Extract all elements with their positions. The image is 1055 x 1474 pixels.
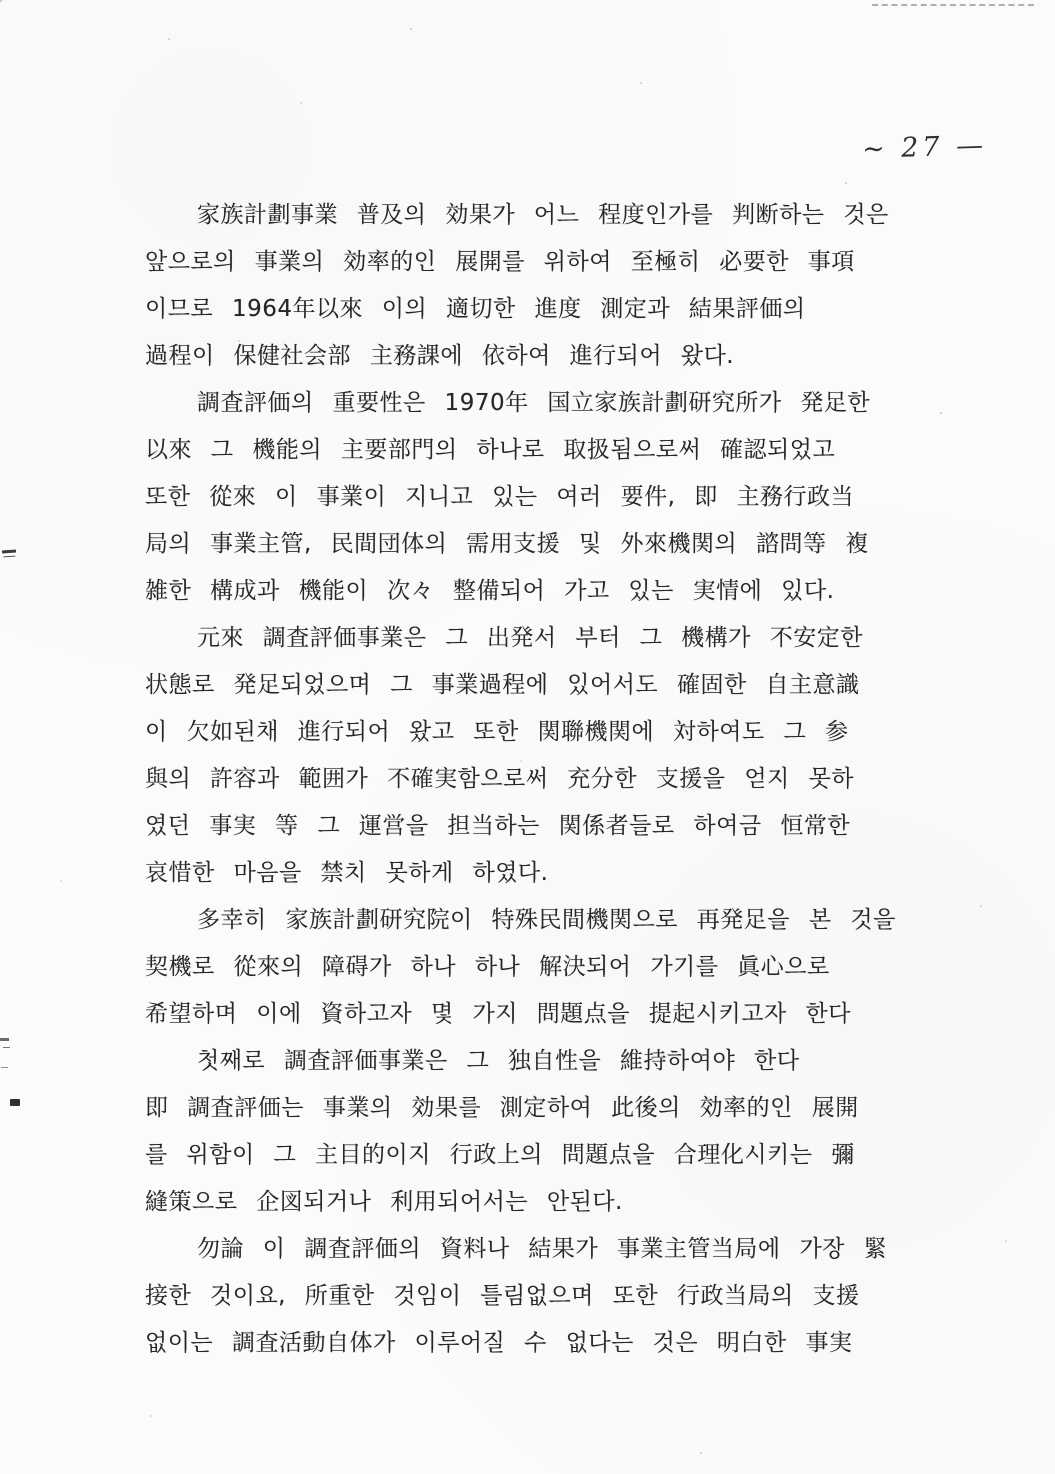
text-line: 與의 許容과 範囲가 不確実함으로써 充分한 支援을 얻지 못하: [145, 766, 855, 792]
text-line: 多幸히 家族計劃研究院이 特殊民間機関으로 再発足을 본 것을: [197, 907, 896, 933]
text-line: 첫째로 調査評価事業은 그 独自性을 維持하여야 한다: [197, 1048, 800, 1074]
scan-artifact-left-margin: [10, 1099, 20, 1106]
text-line: 앞으로의 事業의 効率的인 展開를 위하여 至極히 必要한 事項: [145, 249, 855, 275]
text-line: 哀惜한 마음을 禁치 못하게 하였다.: [145, 860, 549, 886]
text-line: 또한 從來 이 事業이 지니고 있는 여러 要件, 即 主務行政当: [145, 484, 855, 510]
text-line: 接한 것이요, 所重한 것임이 틀림없으며 또한 行政当局의 支援: [145, 1283, 860, 1309]
scan-artifact-left-margin: [2, 550, 16, 554]
text-line: 希望하며 이에 資하고자 몇 가지 問題点을 提起시키고자 한다: [145, 1001, 851, 1027]
scan-artifact-left-margin: [0, 1038, 9, 1041]
text-line: 이므로 1964年以來 이의 適切한 進度 測定과 結果評価의: [145, 296, 806, 322]
scan-noise-specks: [0, 0, 2, 2]
page-number: ~ 27 —: [861, 129, 988, 166]
document-text-block: [145, 192, 957, 1367]
text-line: 없이는 調査活動自体가 이루어질 수 없다는 것은 明白한 事実: [145, 1330, 853, 1356]
text-line: 即 調査評価는 事業의 効果를 測定하여 此後의 効率的인 展開: [145, 1095, 859, 1121]
scan-artifact-dashed-line: [872, 4, 1034, 6]
text-line: 局의 事業主管, 民間団体의 需用支援 및 外來機関의 諮問等 複: [145, 531, 869, 557]
text-line: 家族計劃事業 普及의 効果가 어느 程度인가를 判断하는 것은: [197, 202, 889, 228]
text-line: 調査評価의 重要性은 1970年 国立家族計劃研究所가 発足한: [197, 390, 871, 416]
text-line: 過程이 保健社会部 主務課에 依하여 進行되어 왔다.: [145, 343, 735, 369]
text-line: 를 위함이 그 主目的이지 行政上의 問題点을 合理化시키는 彌: [145, 1142, 855, 1168]
text-line: 契機로 從來의 障碍가 하나 하나 解決되어 가기를 眞心으로: [145, 954, 830, 980]
text-line: 状態로 発足되었으며 그 事業過程에 있어서도 確固한 自主意識: [145, 672, 860, 698]
text-line: 雑한 構成과 機能이 次々 整備되어 가고 있는 実情에 있다.: [145, 578, 835, 604]
text-line: 以來 그 機能의 主要部門의 하나로 取扱됨으로써 確認되었고: [145, 437, 836, 463]
text-line: 縫策으로 企図되거나 利用되어서는 안된다.: [145, 1189, 623, 1215]
text-line: 이 欠如된채 進行되어 왔고 또한 関聯機関에 対하여도 그 参: [145, 719, 849, 745]
text-line: 였던 事実 等 그 運営을 担当하는 関係者들로 하여금 恒常한: [145, 813, 851, 839]
text-line: 元來 調査評価事業은 그 出発서 부터 그 機構가 不安定한: [197, 625, 863, 651]
text-line: 勿論 이 調査評価의 資料나 結果가 事業主管当局에 가장 緊: [197, 1236, 888, 1262]
